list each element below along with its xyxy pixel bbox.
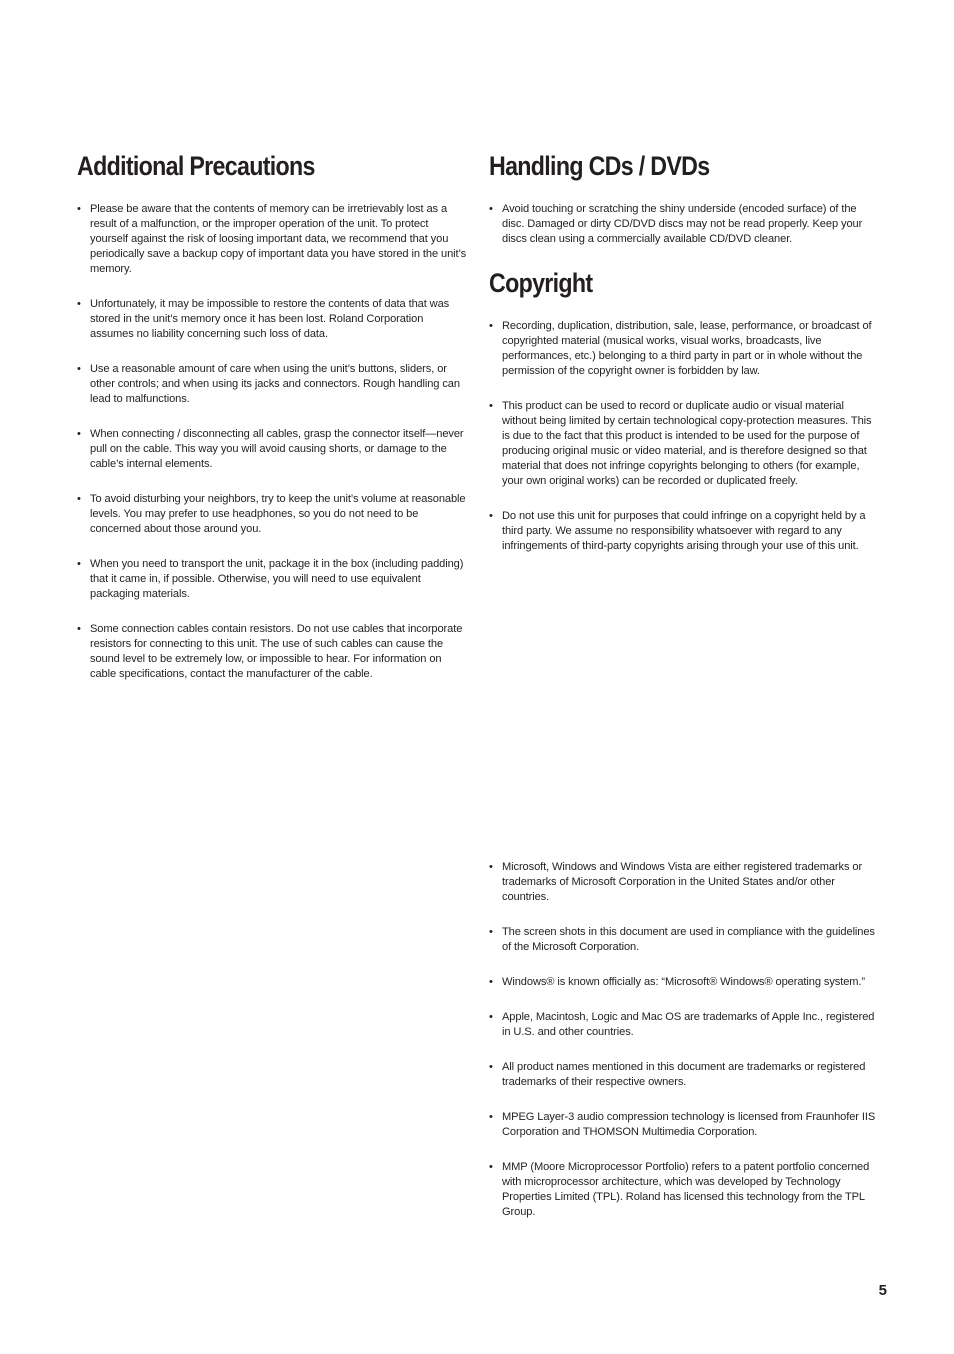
bullet-icon: • <box>489 1011 493 1023</box>
bullet-icon: • <box>489 203 493 215</box>
list-item <box>77 492 467 537</box>
list-item <box>77 622 467 682</box>
list-item-text: To avoid disturbing your neighbors, try to keep the unit’s volume at reasonable levels. You may prefer to use headphones, so you do not need to be concerned about those around you. <box>90 493 466 535</box>
bullet-icon: • <box>77 558 81 570</box>
list-item-text: When you need to transport the unit, package it in the box (including padding) that it came in, if possible. Otherwise, you will need to use equivalent packaging materials. <box>90 558 464 600</box>
list-item-text: Use a reasonable amount of care when using the unit’s buttons, sliders, or other controls; and when using its jacks and connectors. Rough handling can lead to malfunctions. <box>90 363 460 405</box>
list-item <box>489 975 881 990</box>
bullet-icon: • <box>489 400 493 412</box>
list-item-text: MPEG Layer-3 audio compression technology is licensed from Fraunhofer IIS Corporation and THOMSON Multimedia Corporation. <box>502 1111 876 1138</box>
bullet-icon: • <box>77 363 81 375</box>
list-item <box>489 1010 881 1040</box>
list-item-text: All product names mentioned in this document are trademarks or registered trademarks of their respective owners. <box>502 1061 866 1088</box>
list-item-text: Some connection cables contain resistors. Do not use cables that incorporate resistors for connecting to this unit. The use of such cables can cause the sound level to be extremely low, or impossible to hear. For information on cable specifications, contact the manufacturer of the cable. <box>90 623 463 680</box>
trademarks-section <box>489 860 881 1240</box>
handling-heading: Handling CDs / DVDs <box>489 151 710 181</box>
bullet-icon: • <box>489 976 493 988</box>
right-column <box>489 150 881 574</box>
additional-precautions-heading: Additional Precautions <box>77 151 315 181</box>
bullet-icon: • <box>77 298 81 310</box>
list-item-text: The screen shots in this document are used in compliance with the guidelines of the Microsoft Corporation. <box>502 926 875 953</box>
list-item-text: This product can be used to record or duplicate audio or visual material without being limited by certain technological copy-protection measures. This is due to the fact that this product is intended to be used for the purpose of producing original music or video material, and is therefore designed so that material that does not infringe copyrights belonging to others (for example, your own original works) can be recorded or duplicated freely. <box>502 400 872 487</box>
list-item-text: Unfortunately, it may be impossible to restore the contents of data that was stored in the unit’s memory once it has been lost. Roland Corporation assumes no liability concerning such loss of data. <box>90 298 450 340</box>
copyright-section <box>489 267 881 554</box>
bullet-icon: • <box>489 1161 493 1173</box>
list-item-text: Recording, duplication, distribution, sale, lease, performance, or broadcast of copyrighted material (musical works, visual works, broadcasts, live performances, etc.) belonging to a third party in part or in whole without the permission of the copyright owner is forbidden by law. <box>502 320 872 377</box>
list-item <box>489 319 881 379</box>
bullet-icon: • <box>489 1061 493 1073</box>
bullet-icon: • <box>489 510 493 522</box>
copyright-heading: Copyright <box>489 268 593 298</box>
list-item <box>489 509 881 554</box>
list-item <box>489 1160 881 1220</box>
additional-precautions-section <box>77 150 467 702</box>
list-item-text: Microsoft, Windows and Windows Vista are either registered trademarks or trademarks of Microsoft Corporation in the United States and/or other countries. <box>502 861 863 903</box>
list-item <box>77 362 467 407</box>
list-item-text: When connecting / disconnecting all cables, grasp the connector itself—never pull on the cable. This way you will avoid causing shorts, or damage to the cable’s internal elements. <box>90 428 464 470</box>
list-item-text: Avoid touching or scratching the shiny underside (encoded surface) of the disc. Damaged or dirty CD/DVD discs may not be read properly. Keep your discs clean using a commercially available CD/DVD cleaner. <box>502 203 863 245</box>
list-item <box>489 925 881 955</box>
list-item-text: Windows® is known officially as: “Microsoft® Windows® operating system.” <box>502 976 865 988</box>
list-item <box>489 860 881 905</box>
list-item <box>489 202 881 247</box>
bullet-icon: • <box>77 623 81 635</box>
bullet-icon: • <box>489 861 493 873</box>
list-item <box>489 1110 881 1140</box>
bullet-icon: • <box>77 493 81 505</box>
list-item <box>77 427 467 472</box>
page-number: 5 <box>878 1282 887 1299</box>
bullet-icon: • <box>77 203 81 215</box>
copyright-list <box>489 319 881 554</box>
bullet-icon: • <box>489 1111 493 1123</box>
bullet-icon: • <box>77 428 81 440</box>
list-item <box>77 557 467 602</box>
list-item <box>489 399 881 489</box>
handling-section <box>489 150 881 247</box>
precautions-list <box>77 202 467 682</box>
list-item-text: MMP (Moore Microprocessor Portfolio) refers to a patent portfolio concerned with microprocessor architecture, which was developed by Technology Properties Limited (TPL). Roland has licensed this technology from the TPL Group. <box>502 1161 870 1218</box>
bullet-icon: • <box>489 320 493 332</box>
trademarks-list <box>489 860 881 1220</box>
list-item <box>77 202 467 277</box>
handling-list <box>489 202 881 247</box>
list-item-text: Do not use this unit for purposes that could infringe on a copyright held by a third party. We assume no responsibility whatsoever with regard to any infringements of third-party copyrights arising through your use of this unit. <box>502 510 866 552</box>
list-item-text: Please be aware that the contents of memory can be irretrievably lost as a result of a malfunction, or the improper operation of the unit. To protect yourself against the risk of loosing important data, we recommend that you periodically save a backup copy of important data you have stored in the unit’s memory. <box>90 203 467 275</box>
bullet-icon: • <box>489 926 493 938</box>
list-item <box>77 297 467 342</box>
list-item-text: Apple, Macintosh, Logic and Mac OS are trademarks of Apple Inc., registered in U.S. and other countries. <box>502 1011 875 1038</box>
list-item <box>489 1060 881 1090</box>
